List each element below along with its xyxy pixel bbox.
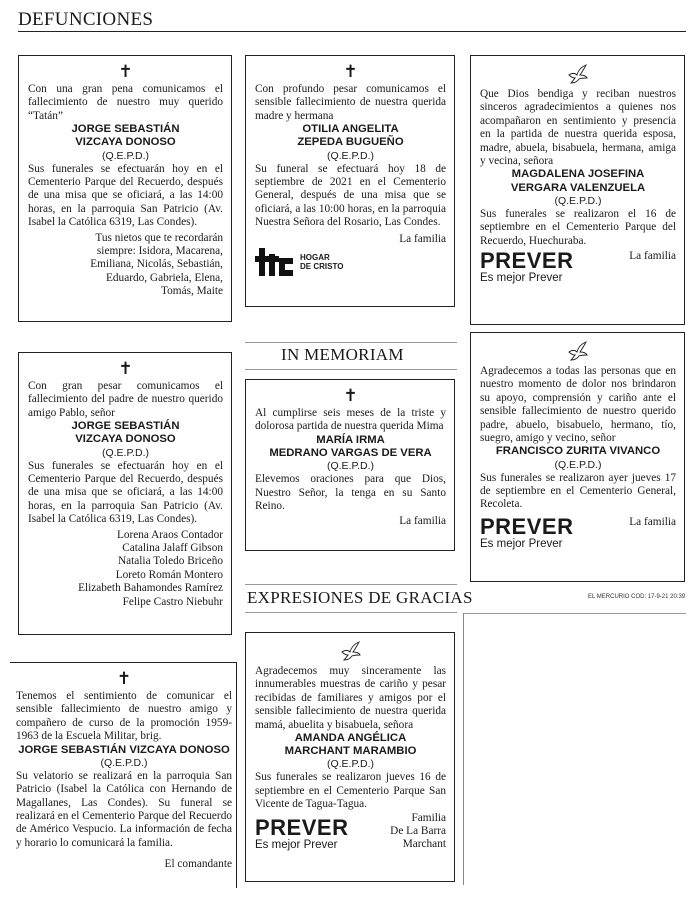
prever-logo — [255, 817, 348, 852]
notice-body: Sus funerales se realizaron ayer jueves 17 de septiembre en el Cementerio General, Recoleta. — [480, 471, 676, 511]
notice-body: Sus funerales se efectuarán hoy en el Cementerio Parque del Recuerdo, después de una misa que se oficiará, a las 14:00 horas, en la parroquia San Patricio (Av. Isabel la Católica 6319, Las Condes). — [28, 162, 223, 229]
notice-signature: La familia — [629, 250, 676, 263]
hogar-de-cristo-icon — [255, 244, 295, 280]
notice-body: Sus funerales se efectuarán hoy en el Cementerio Parque del Recuerdo, después de una misa que se oficiará, a las 14:00 horas, en la parroquia San Patricio (Av. Isabel la Católica 6319, Las Condes). — [28, 459, 223, 526]
notice-intro: Al cumplirse seis meses de la triste y dolorosa partida de nuestra querida Mima — [255, 407, 446, 433]
qepd: (Q.E.P.D.) — [326, 149, 375, 162]
logo-text: Es mejor Prever — [255, 839, 338, 852]
notice-signature: La familia — [399, 232, 446, 245]
notice-signature — [28, 232, 223, 299]
cross-icon: ✝ — [118, 62, 133, 82]
notice-intro: Agradecemos a todas las personas que en nuestro momento de dolor nos brindaron su apoyo, comprensión y cariño ante el sensible fallecimiento de nuestro querido padre, abuelo, bisabuelo, hermano, tío, suegro, amigo y vecino, señor — [480, 365, 676, 445]
qepd: (Q.E.P.D.) — [554, 458, 602, 471]
deceased-name: FRANCISCO ZURITA VIVANCO — [495, 445, 661, 458]
deceased-name: VIZCAYA DONOSO — [75, 433, 176, 446]
signature-line: Tomás, Maite — [161, 285, 223, 298]
deceased-name: JORGE SEBASTIÁN — [71, 123, 180, 136]
prever-logo — [480, 513, 574, 551]
notice-footer — [480, 513, 676, 551]
notice-footer — [255, 812, 446, 852]
signature-line: Loreto Román Montero — [115, 568, 223, 581]
cross-icon: ✝ — [343, 62, 358, 82]
logo-text: PREVER — [480, 513, 574, 539]
prever-logo — [480, 250, 573, 285]
deceased-name: MARCHANT MARAMBIO — [284, 745, 417, 758]
header-rule — [18, 31, 686, 32]
deceased-name: VERGARA VALENZUELA — [510, 181, 646, 194]
signature-line: Lorena Araos Contador — [116, 528, 223, 541]
notice-body: Elevemos oraciones para que Dios, Nuestro Señor, la tenga en su Santo Reino. — [255, 473, 446, 513]
signature-line: Emiliana, Nicolás, Sebastián, — [90, 258, 223, 271]
deceased-name: MEDRANO VARGAS DE VERA — [269, 447, 432, 460]
signature-line: Familia — [411, 811, 446, 824]
hogar-de-cristo-logo — [255, 244, 446, 280]
notice-zurita — [470, 332, 685, 582]
footer-code: EL MERCURIO COD: 17-9-21 20:39 — [588, 594, 686, 600]
rule — [245, 369, 457, 370]
cross-icon: ✝ — [118, 359, 133, 379]
dove-icon — [255, 640, 446, 662]
notice-body: Sus funerales se realizaron el 16 de septiembre en el Cementerio Parque del Recuerdo, Huechuraba. — [480, 207, 676, 247]
notice-body: Su funeral se efectuará hoy 18 de septiembre de 2021 en el Cementerio General, después de una misa que se oficiará, a las 10:00 horas, en la parroquia Nuestra Señora del Rosario, Las Condes. — [255, 162, 446, 229]
section-title-in-memoriam: IN MEMORIAM — [281, 345, 404, 364]
notice-vizcaya-amigos — [18, 352, 232, 635]
dove-icon — [480, 63, 676, 85]
notice-medrano — [245, 379, 455, 551]
notice-signature: El comandante — [164, 858, 232, 871]
qepd: (Q.E.P.D.) — [101, 446, 150, 459]
notice-signature: La familia — [399, 515, 446, 528]
rule — [245, 584, 457, 585]
notice-body: Sus funerales se realizaron jueves 16 de septiembre en el Cementerio Parque San Vicente de Tagua-Tagua. — [255, 771, 446, 811]
deceased-name: AMANDA ANGÉLICA — [294, 732, 407, 745]
signature-line: De La Barra — [390, 825, 446, 838]
signature-line: Natalia Toledo Briceño — [117, 555, 223, 568]
deceased-name: OTILIA ANGELITA — [302, 123, 399, 136]
rule — [245, 612, 457, 613]
qepd: (Q.E.P.D.) — [554, 194, 602, 207]
signature-line: siempre: Isidora, Macarena, — [96, 245, 223, 258]
deceased-name: VIZCAYA DONOSO — [75, 136, 176, 149]
notice-intro: Que Dios bendiga y reciban nuestros sinceros agradecimientos a quienes nos acompañaron en sentimiento y presencia en la partida de nuestra querida esposa, madre, abuela, bisabuela, hermana, amiga y vecina, señora — [480, 88, 676, 168]
deceased-name: MARÍA IRMA — [316, 433, 385, 446]
notice-signature — [390, 812, 446, 852]
column-divider — [463, 613, 464, 885]
notice-signature — [28, 529, 223, 609]
logo-text: HOGAR — [300, 253, 330, 263]
qepd: (Q.E.P.D.) — [326, 460, 375, 473]
notice-vizcaya-nietos — [18, 55, 232, 322]
logo-text: Es mejor Prever — [480, 272, 563, 285]
signature-line: Tus nietos que te recordarán — [95, 231, 223, 244]
rule — [464, 613, 686, 614]
notice-signature: La familia — [629, 515, 676, 528]
deceased-name: JORGE SEBASTIÁN VIZCAYA DONOSO — [18, 743, 230, 756]
logo-text: PREVER — [255, 815, 349, 841]
qepd: (Q.E.P.D.) — [100, 756, 148, 769]
notice-marchant — [245, 632, 455, 882]
notice-intro: Con una gran pena comunicamos el fallecimiento de nuestro muy querido “Tatán” — [28, 83, 223, 122]
qepd: (Q.E.P.D.) — [101, 149, 150, 162]
cross-icon: ✝ — [116, 669, 132, 689]
notice-footer — [480, 250, 676, 285]
notice-intro: Con gran pesar comunicamos el fallecimiento del padre de nuestro querido amigo Pablo, señor — [28, 380, 223, 419]
section-title-defunciones: DEFUNCIONES — [18, 9, 154, 30]
notice-vergara — [470, 55, 685, 325]
deceased-name: ZEPEDA BUGUEÑO — [297, 136, 404, 149]
qepd: (Q.E.P.D.) — [326, 758, 375, 771]
logo-text: PREVER — [480, 248, 574, 274]
signature-line: Eduardo, Gabriela, Elena, — [106, 271, 223, 284]
notice-intro: Agradecemos muy sinceramente las innumerables muestras de cariño y pesar recibidas de familiares y amigos por el sensible fallecimiento de nuestra querida mamá, abuelita y bisabuela, señora — [255, 665, 446, 731]
logo-text: DE CRISTO — [300, 262, 344, 272]
notice-zepeda — [245, 55, 455, 307]
notice-body: Su velatorio se realizará en la parroquia San Patricio (Isabel la Católica con Hernando de Magallanes, Las Condes). Su funeral se realizará en el Cementerio Parque del Recuerdo de Américo Vespucio. La información de fecha y horario lo comunicará la familia. — [16, 769, 232, 849]
signature-line: Marchant — [402, 838, 446, 851]
signature-line: Elizabeth Bahamondes Ramírez — [78, 582, 223, 595]
section-title-expresiones: EXPRESIONES DE GRACIAS — [247, 588, 473, 607]
notice-vizcaya-escuela-militar — [10, 662, 237, 888]
signature-line: Catalina Jalaff Gibson — [122, 542, 223, 555]
rule — [245, 342, 457, 343]
deceased-name: MAGDALENA JOSEFINA — [511, 168, 645, 181]
notice-intro: Con profundo pesar comunicamos el sensible fallecimiento de nuestra querida madre y hermana — [255, 83, 446, 122]
logo-text: Es mejor Prever — [480, 537, 563, 550]
dove-icon — [480, 340, 676, 362]
cross-icon: ✝ — [343, 386, 358, 406]
signature-line: Felipe Castro Niebuhr — [122, 595, 223, 608]
notice-intro: Tenemos el sentimiento de comunicar el sensible fallecimiento de nuestro amigo y compañero de curso de la promoción 1959-1963 de la Escuela Militar, brig. — [16, 690, 232, 743]
deceased-name: JORGE SEBASTIÁN — [71, 420, 180, 433]
